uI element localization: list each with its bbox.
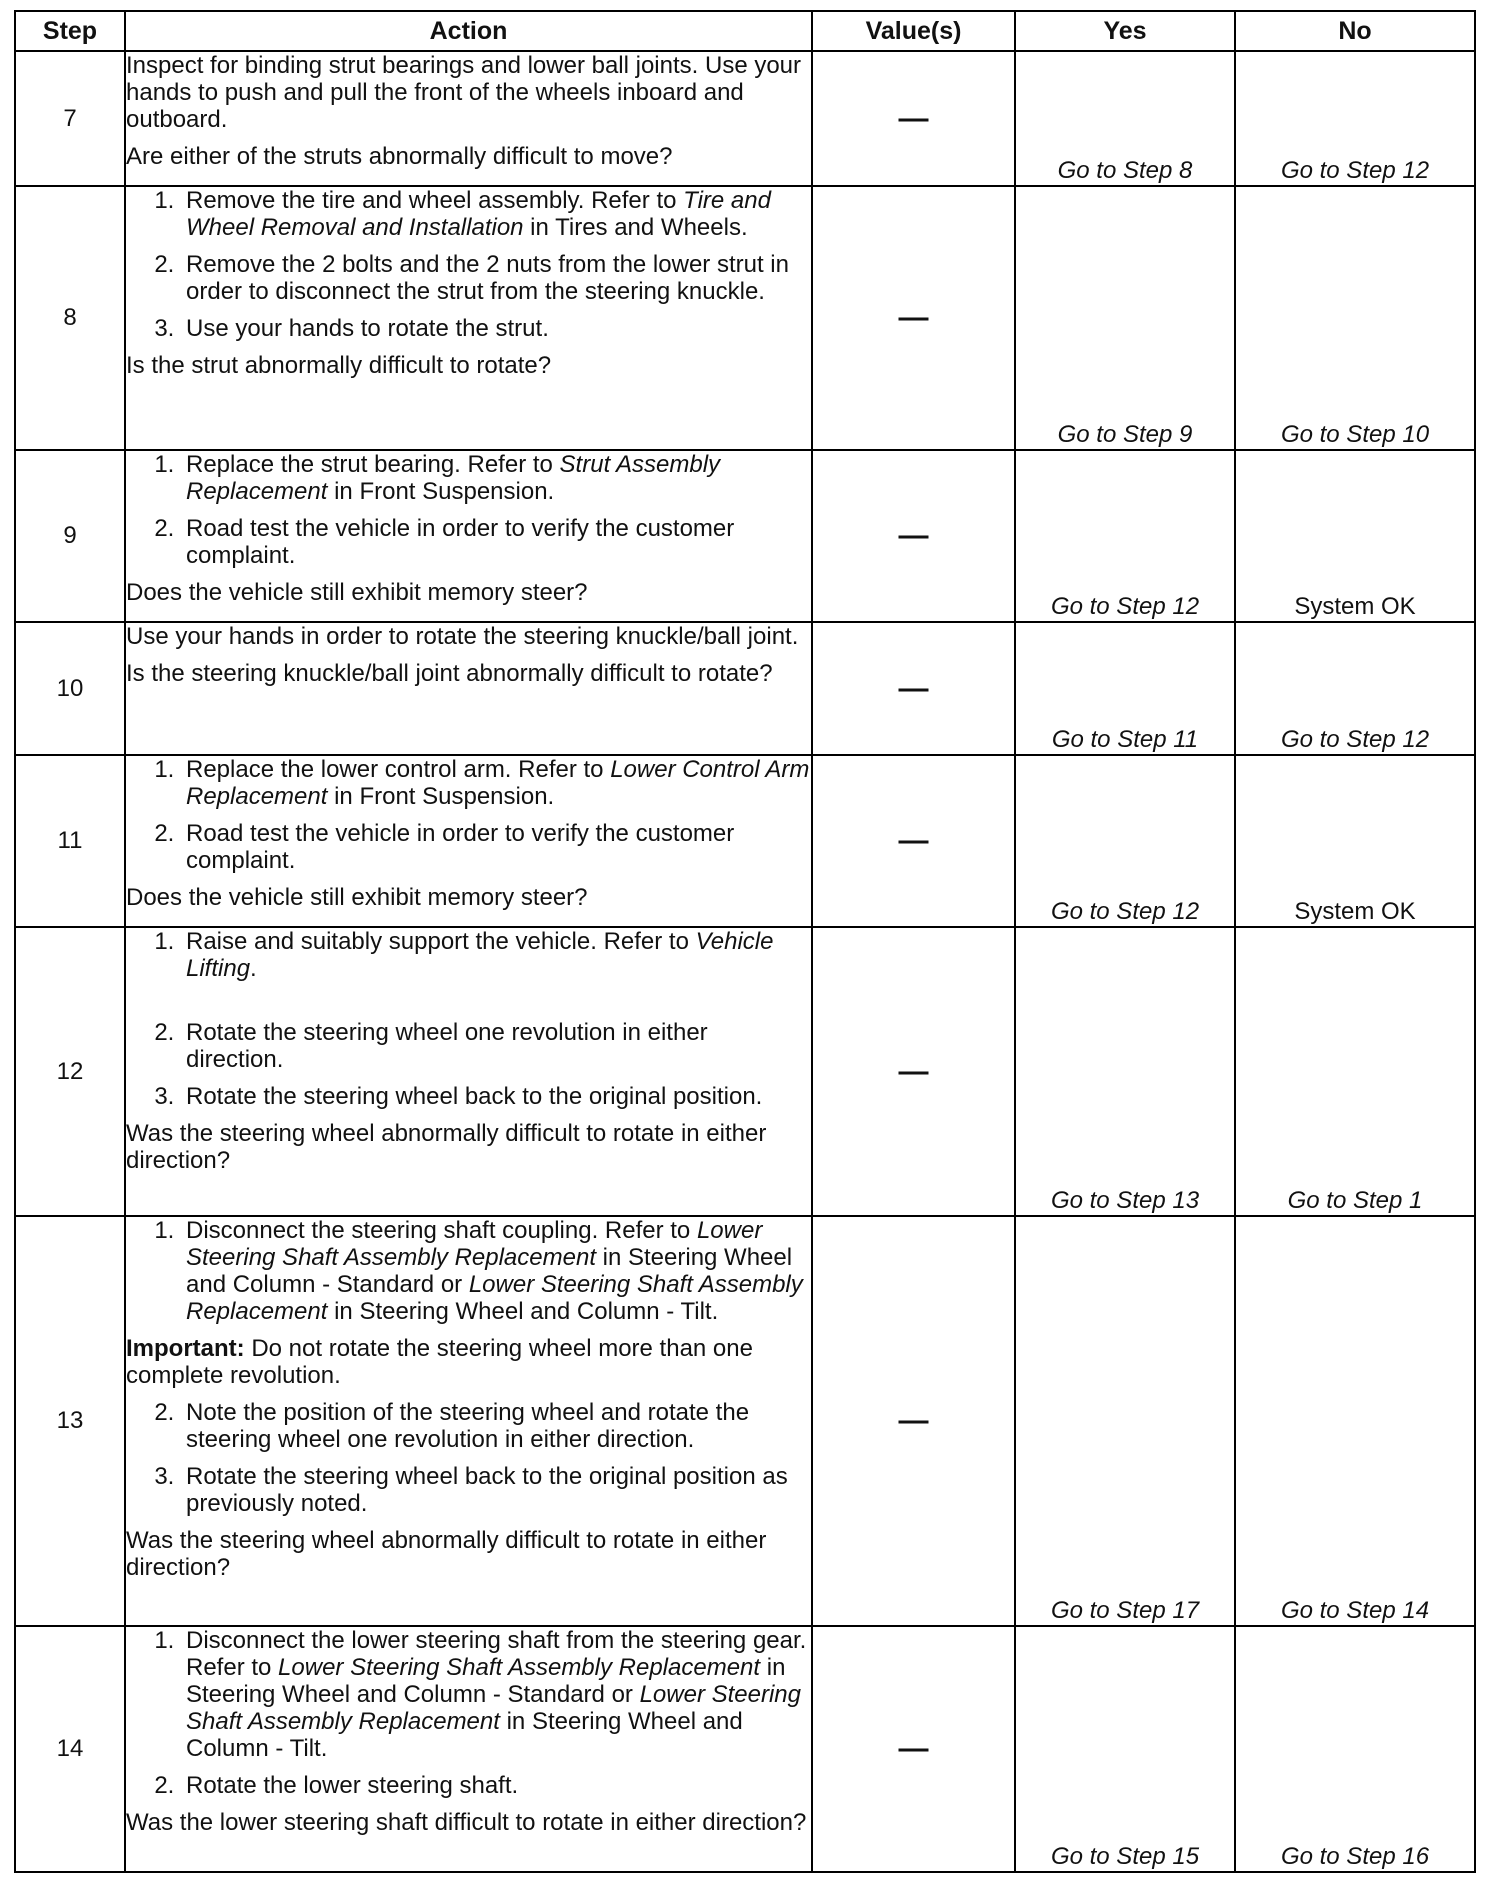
header-action: Action (125, 11, 812, 51)
step-number: 14 (15, 1626, 125, 1872)
header-values: Value(s) (812, 11, 1015, 51)
action-item: 1. Replace the strut bearing. Refer to Strut Assembly Replacement in Front Suspension. (181, 451, 811, 505)
action-item: 2. Road test the vehicle in order to verify the customer complaint. (181, 515, 811, 569)
table-row (15, 622, 1475, 755)
step-number: 7 (15, 51, 125, 186)
step-number: 10 (15, 622, 125, 755)
action-text: Inspect for binding strut bearings and lower ball joints. Use your hands to push and pull the front of the wheels inboard and outboard. (126, 52, 802, 133)
table-row (15, 1216, 1475, 1626)
action-cell (125, 1626, 812, 1872)
no-result: System OK (1235, 755, 1475, 927)
no-result: Go to Step 14 (1235, 1216, 1475, 1626)
action-cell (125, 622, 812, 755)
value-cell: — (812, 1216, 1015, 1626)
reference-link: Strut Assembly Replacement (186, 451, 721, 505)
no-result: Go to Step 1 (1235, 927, 1475, 1216)
table-row (15, 186, 1475, 450)
action-question: Does the vehicle still exhibit memory steer? (126, 884, 588, 911)
value-cell: — (812, 755, 1015, 927)
value-cell: — (812, 186, 1015, 450)
action-item: 2. Road test the vehicle in order to verify the customer complaint. (181, 820, 811, 874)
action-question: Is the steering knuckle/ball joint abnormally difficult to rotate? (126, 660, 773, 687)
action-item: 3. Rotate the steering wheel back to the original position. (181, 1083, 811, 1110)
action-item: 2. Remove the 2 bolts and the 2 nuts from the lower strut in order to disconnect the strut from the steering knuckle. (181, 251, 811, 305)
value-cell: — (812, 622, 1015, 755)
action-item: 2. Rotate the lower steering shaft. (181, 1772, 811, 1799)
reference-link: Lower Steering Shaft Assembly Replacement (278, 1654, 761, 1681)
action-cell (125, 755, 812, 927)
value-cell: — (812, 927, 1015, 1216)
important-note: Important: Do not rotate the steering wheel more than one complete revolution. (126, 1335, 753, 1389)
yes-result: Go to Step 12 (1015, 755, 1235, 927)
action-item: 1. Raise and suitably support the vehicle. Refer to Vehicle Lifting. (181, 928, 811, 1009)
reference-link: Vehicle Lifting (186, 928, 774, 982)
action-text: Use your hands in order to rotate the steering knuckle/ball joint. (126, 623, 799, 650)
yes-result: Go to Step 8 (1015, 51, 1235, 186)
action-question: Was the steering wheel abnormally difficult to rotate in either direction? (126, 1120, 767, 1174)
header-yes: Yes (1015, 11, 1235, 51)
reference-link: Lower Steering Shaft Assembly Replacement (186, 1271, 803, 1325)
action-cell (125, 186, 812, 450)
yes-result: Go to Step 17 (1015, 1216, 1235, 1626)
step-number: 12 (15, 927, 125, 1216)
value-cell: — (812, 51, 1015, 186)
action-question: Was the steering wheel abnormally difficult to rotate in either direction? (126, 1527, 767, 1581)
action-item: 2. Note the position of the steering wheel and rotate the steering wheel one revolution in either direction. (181, 1399, 811, 1453)
header-row (15, 11, 1475, 51)
value-cell: — (812, 450, 1015, 622)
action-item: 2. Rotate the steering wheel one revolution in either direction. (181, 1019, 811, 1073)
value-cell: — (812, 1626, 1015, 1872)
action-item: 1. Disconnect the steering shaft coupling. Refer to Lower Steering Shaft Assembly Replacement in Steering Wheel and Column - Standard or Lower Steering Shaft Assembly Replacement in Steering Wheel and Column - Tilt. (181, 1217, 811, 1325)
action-item: 3. Use your hands to rotate the strut. (181, 315, 811, 342)
no-result: Go to Step 10 (1235, 186, 1475, 450)
action-item: 1. Disconnect the lower steering shaft from the steering gear. Refer to Lower Steering Shaft Assembly Replacement in Steering Wheel and Column - Standard or Lower Steering Shaft Assembly Replacement in Steering Wheel and Column - Tilt. (181, 1627, 811, 1762)
no-result: System OK (1235, 450, 1475, 622)
action-cell (125, 51, 812, 186)
action-question: Is the strut abnormally difficult to rotate? (126, 352, 552, 379)
yes-result: Go to Step 13 (1015, 927, 1235, 1216)
action-cell (125, 1216, 812, 1626)
yes-result: Go to Step 12 (1015, 450, 1235, 622)
reference-link: Lower Steering Shaft Assembly Replacement (186, 1217, 763, 1271)
action-cell (125, 927, 812, 1216)
no-result: Go to Step 12 (1235, 622, 1475, 755)
table-row (15, 927, 1475, 1216)
table-row (15, 755, 1475, 927)
table-row (15, 1626, 1475, 1872)
header-step: Step (15, 11, 125, 51)
no-result: Go to Step 16 (1235, 1626, 1475, 1872)
table-row (15, 450, 1475, 622)
action-question: Was the lower steering shaft difficult to rotate in either direction? (126, 1809, 807, 1836)
reference-link: Lower Control Arm Replacement (186, 756, 810, 810)
yes-result: Go to Step 15 (1015, 1626, 1235, 1872)
step-number: 8 (15, 186, 125, 450)
yes-result: Go to Step 11 (1015, 622, 1235, 755)
action-item: 3. Rotate the steering wheel back to the original position as previously noted. (181, 1463, 811, 1517)
table-row (15, 51, 1475, 186)
important-label: Important: (126, 1335, 245, 1362)
step-number: 9 (15, 450, 125, 622)
diagnostic-table (14, 10, 1476, 1873)
step-number: 13 (15, 1216, 125, 1626)
step-number: 11 (15, 755, 125, 927)
action-cell (125, 450, 812, 622)
no-result: Go to Step 12 (1235, 51, 1475, 186)
action-question: Does the vehicle still exhibit memory steer? (126, 579, 588, 606)
yes-result: Go to Step 9 (1015, 186, 1235, 450)
header-no: No (1235, 11, 1475, 51)
action-item: 1. Remove the tire and wheel assembly. Refer to Tire and Wheel Removal and Installation in Tires and Wheels. (181, 187, 811, 241)
reference-link: Lower Steering Shaft Assembly Replacement (186, 1681, 802, 1735)
action-item: 1. Replace the lower control arm. Refer to Lower Control Arm Replacement in Front Suspension. (181, 756, 811, 810)
action-question: Are either of the struts abnormally difficult to move? (126, 143, 673, 170)
reference-link: Tire and Wheel Removal and Installation (186, 187, 771, 241)
